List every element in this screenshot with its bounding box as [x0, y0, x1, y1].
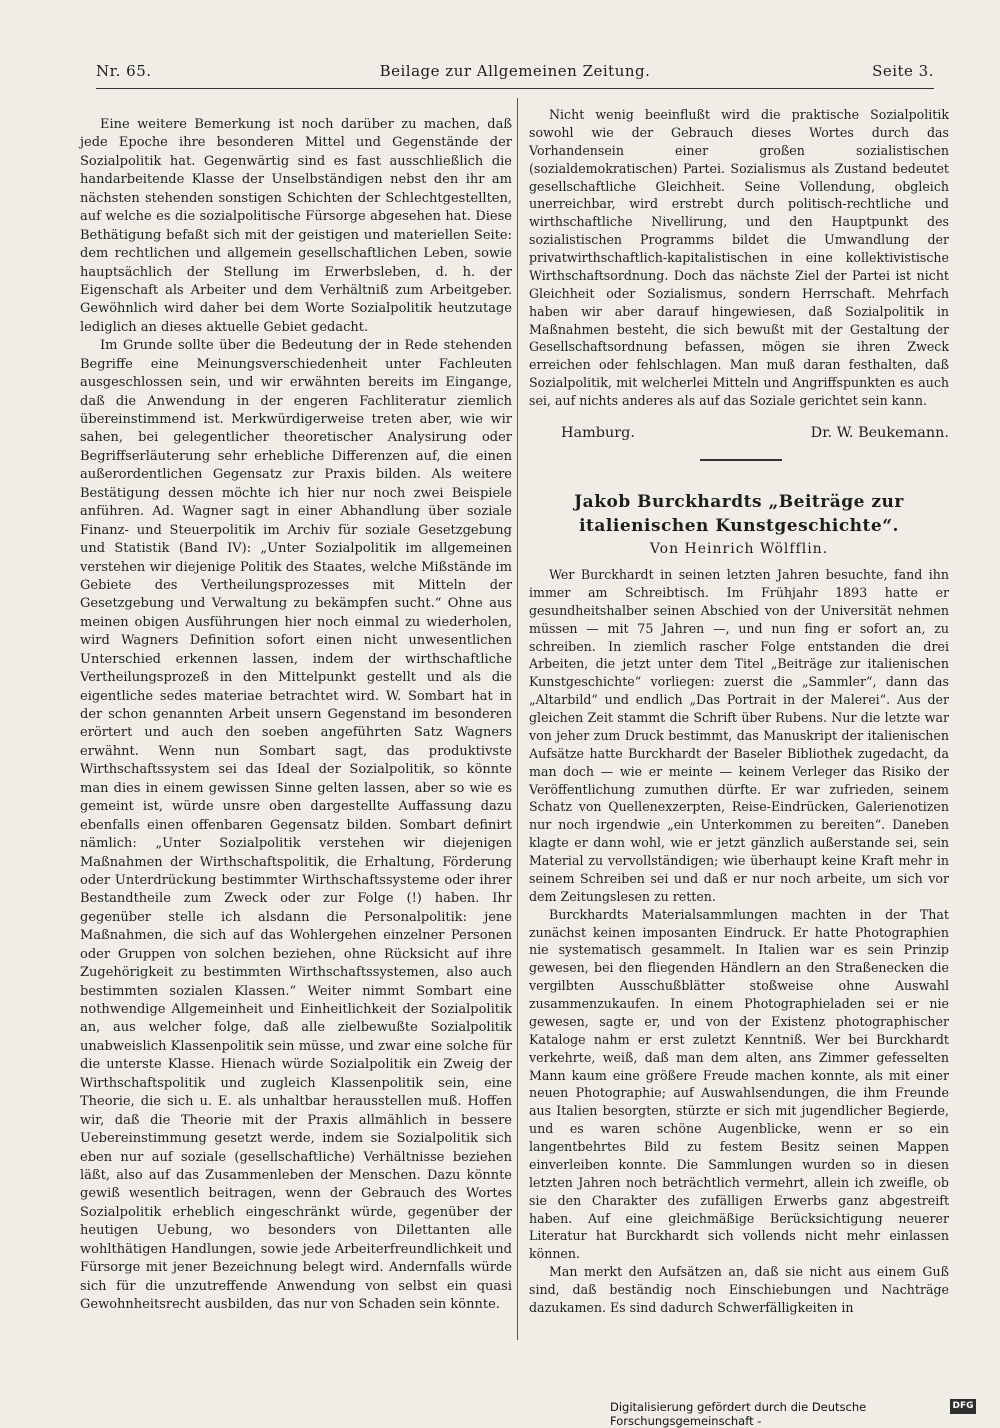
digitization-footer [600, 1399, 980, 1428]
column-divider [517, 98, 518, 1340]
left-column [80, 116, 512, 1314]
page-header [96, 62, 934, 86]
right-paragraph-top: Nicht wenig beeinflußt wird die praktische Sozialpolitik sowohl wie der Gebrauch dieses Wortes durch das Vorhandensein einer großen sozialistischen (sozialdemokratischen) Partei. Sozialismus als Zustand bedeutet gesellschaftliche Gleichheit. Seine Vollendung, obgleich unerreichbar, wird erstrebt durch politisch-rechtliche und wirthschaftliche Nivellirung, und den Hauptpunkt des sozialistischen Programms bildet die Umwandlung der privatwirthschaftlich-kapitalistischen in eine kollektivistische Wirthschaftsordnung. Doch das nächste Ziel der Partei ist nicht Gleichheit oder Sozialismus, sondern Herrschaft. Mehrfach haben wir aber darauf hingewiesen, daß Sozialpolitik in Maßnahmen besteht, die sich bewußt mit der Gestaltung der Gesellschaftsordnung befassen, mögen sie ihren Zweck erreichen oder fehlschlagen. Man muß daran festhalten, daß Sozialpolitik, mit welcherlei Mitteln und Angriffspunkten es auch sei, auf nichts anderes als auf das Soziale gerichtet sein kann. [529, 107, 949, 408]
right-column-top [529, 106, 949, 410]
left-paragraph-1: Eine weitere Bemerkung ist noch darüber zu machen, daß jede Epoche ihre besonderen Mittel und Gegenstände der Sozialpolitik hat. Gegenwärtig sind es fast ausschließlich die handarbeitende Klasse der Unselbständigen nebst den ihr am nächsten stehenden sonstigen Schichten der Schlechtgestellten, auf welche es die sozialpolitische Fürsorge abgesehen hat. Diese Bethätigung befaßt sich mit der geistigen und materiellen Seite: dem rechtlichen und allgemein gesellschaftlichen Leben, sowie hauptsächlich der Stellung im Erwerbsleben, d. h. der Eigenschaft als Arbeiter und dem Verhältniß zum Arbeitgeber. Gewöhnlich wird daher bei dem Worte Sozialpolitik heutzutage lediglich an dieses aktuelle Gebiet gedacht. [80, 117, 512, 335]
footer-text: Digitalisierung gefördert durch die Deutsche Forschungsgemeinschaft - [610, 1400, 867, 1428]
article-title: Jakob Burckhardts „Beiträge zur italienischen Kunstgeschichte“. [574, 492, 904, 536]
section-divider [700, 459, 782, 461]
publication-title: Beilage zur Allgemeinen Zeitung. [379, 62, 651, 80]
issue-number: Nr. 65. [96, 62, 152, 80]
article-byline: Von Heinrich Wölfflin. [649, 541, 829, 557]
article-body [529, 566, 949, 1317]
left-paragraph-2: Im Grunde sollte über die Bedeutung der in Rede stehenden Begriffe eine Meinungsverschiedenheit unter Fachleuten ausgeschlossen sein, und wir erwähnten bereits im Eingange, daß die Anwendung in der engeren Fachliteratur ziemlich übereinstimmend ist. Merkwürdigerweise treten aber, wie wir sahen, bei gelegentlicher theoretischer Analysirung oder Begriffserläuterung sehr erhebliche Differenzen auf, die einen außerordentlichen Gegensatz zur Praxis bilden. Als weitere Bestätigung dessen möchte ich hier nur noch zwei Beispiele anführen. Ad. Wagner sagt in einer Abhandlung über soziale Finanz- und Steuerpolitik im Archiv für soziale Gesetzgebung und Statistik (Band IV): „Unter Sozialpolitik im allgemeinen verstehen wir diejenige Politik des Staates, welche Mißstände im Gebiete des Vertheilungsprozesses mit Mitteln der Gesetzgebung und Verwaltung zu bekämpfen sucht.“ Ohne aus meinen obigen Ausführungen hier noch einmal zu wiederholen, wird Wagners Definition sofort einen nicht unwesentlichen Unterschied erkennen lassen, indem der wirthschaftliche Vertheilungsprozeß in den Mittelpunkt gestellt und als die eigentliche sedes materiae betrachtet wird. W. Sombart hat in der schon genannten Arbeit unsern Gegenstand im besonderen erörtert und auch den soeben angeführten Satz Wagners erwähnt. Wenn nun Sombart sagt, das produktivste Wirthschaftssystem sei das Ideal der Sozialpolitik, so könnte man dies in einem gewissen Sinne gelten lassen, aber so wie es gemeint ist, würde unsre oben dargestellte Auffassung dazu ebenfalls einen offenbaren Gegensatz bilden. Sombart definirt nämlich: „Unter Sozialpolitik verstehen wir diejenigen Maßnahmen der Wirthschaftspolitik, die Erhaltung, Förderung oder Unterdrückung bestimmter Wirthschaftssysteme oder ihrer Bestandtheile zum Zweck oder zur Folge (!) haben. Ihr gegenüber stelle ich alsdann die Personalpolitik: jene Maßnahmen, die sich auf das Wohlergehen einzelner Personen oder Gruppen von solchen beziehen, ohne Rücksicht auf ihre Zugehörigkeit zu bestimmten Wirthschaftssystemen, also auch bestimmten sozialen Klassen.“ Weiter nimmt Sombart eine nothwendige Allgemeinheit und Einheitlichkeit der Sozialpolitik an, aus welcher folge, daß alle zielbewußte Sozialpolitik unabweislich Klassenpolitik sein müsse, und zwar eine solche für die unterste Klasse. Hienach würde Sozialpolitik ein Zweig der Wirthschaftspolitik und zugleich Klassenpolitik sein, eine Theorie, die sich u. E. als unhaltbar herausstellen muß. Hoffen wir, daß die Theorie mit der Praxis allmählich in bessere Uebereinstimmung gesetzt werde, indem sie Sozialpolitik sich eben nur auf soziale (gesellschaftliche) Verhältnisse beziehen läßt, also auf das Zusammenleben der Menschen. Dazu könnte gewiß wesentlich beitragen, wenn der Gebrauch des Wortes Sozialpolitik erheblich eingeschränkt würde, gegenüber der heutigen Uebung, wo besonders von Dilettanten alle wohlthätigen Handlungen, sowie jede Arbeiterfreundlichkeit und Fürsorge mit jener Bezeichnung belegt wird. Andernfalls würde sich für die unzutreffende Anwendung von selbst ein quasi Gewohnheitsrecht ausbilden, das nur von Schaden sein könnte. [80, 338, 512, 1312]
signature-author: Dr. W. Beukemann. [810, 425, 949, 441]
article-paragraph-2: Burckhardts Materialsammlungen machten in der That zunächst keinen imposanten Eindruck. Er hatte Photographien nie systematisch gesammelt. In Italien war es sein Prinzip gewesen, bei den fliegenden Händlern an den Straßenecken die vergilbten Ausschußblätter stoßweise ohne Auswahl zusammenzukaufen. In einem Photographieladen sei er nie gewesen, sagte er, und von der Existenz photographischer Kataloge nahm er erst zuletzt Kenntniß. Wer bei Burckhardt verkehrte, weiß, daß man dem alten, ans Zimmer gefesselten Mann kaum eine größere Freude machen konnte, als mit einer neuen Photographie; auf Auswahlsendungen, die ihm Freunde aus Italien besorgten, stürzte er sich mit jugendlicher Begierde, und es waren schöne Augenblicke, wenn er so ein langentbehrtes Bild zu festem Besitz seinen Mappen einverleiben konnte. Die Sammlungen wurden so in diesen letzten Jahren noch beträchtlich vermehrt, allein ich zweifle, ob sie den Charakter des zufälligen Erwerbs ganz abgestreift haben. Auf eine gleichmäßige Berücksichtigung neuerer Literatur hat Burckhardt sich vollends nicht mehr einlassen können. [529, 906, 949, 1262]
dfg-logo: DFG [950, 1399, 976, 1414]
signature-line [549, 425, 949, 447]
page-number: Seite 3. [872, 62, 934, 80]
article-paragraph-3: Man merkt den Aufsätzen an, daß sie nicht aus einem Guß sind, daß beständig noch Einschiebungen und Nachträge dazukamen. Es sind dadurch Schwerfälligkeiten in [529, 1264, 949, 1315]
signature-place: Hamburg. [561, 425, 635, 441]
header-rule [96, 88, 934, 89]
article-paragraph-1: Wer Burckhardt in seinen letzten Jahren besuchte, fand ihn immer am Schreibtisch. Im Frühjahr 1893 hatte er gesundheitshalber seinen Abschied von der Universität nehmen müssen — mit 75 Jahren —, und nun fing er sofort an, zu schreiben. In ziemlich rascher Folge entstanden die drei Arbeiten, die jetzt unter dem Titel „Beiträge zur italienischen Kunstgeschichte“ vorliegen: zuerst die „Sammler“, dann das „Altarbild“ und endlich „Das Portrait in der Malerei“. Aus der gleichen Zeit stammt die Schrift über Rubens. Nur die letzte war von jeher zum Druck bestimmt, das Manuskript der italienischen Aufsätze hatte Burckhardt der Baseler Bibliothek zugedacht, da man doch — wie er meinte — keinem Verleger das Risiko der Veröffentlichung zumuthen dürfte. Er war zufrieden, seinem Schatz von Quellenexzerpten, Reise-Eindrücken, Galerienotizen nur noch irgendwie „ein Unterkommen zu bereiten“. Daneben klagte er dann wohl, wie er jetzt gänzlich außerstande sei, sein Material zu vervollständigen; wie überhaupt keine Kraft mehr in seinem Schreiben sei und daß er nur noch arbeite, um sich vor dem Zeitungslesen zu retten. [529, 567, 949, 904]
